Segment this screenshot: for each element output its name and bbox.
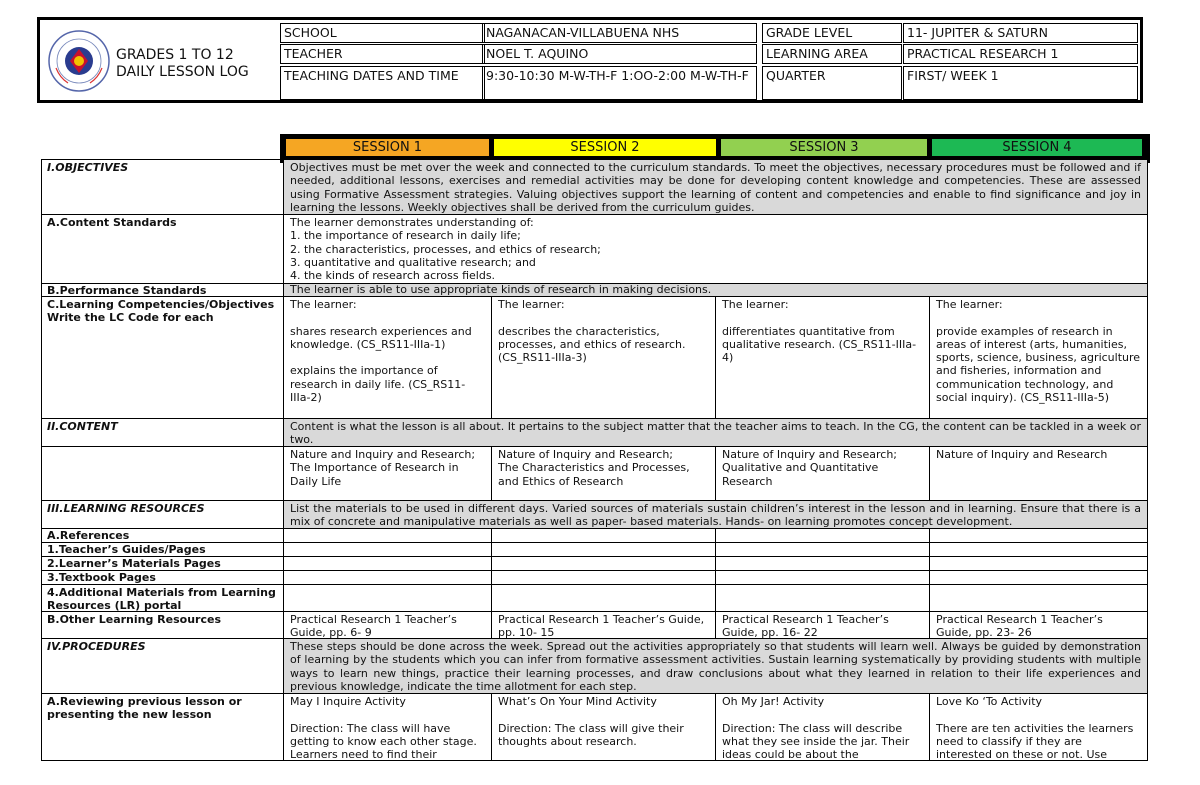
session-3-cell: Oh My Jar! Activity Direction: The class will describe what they see inside the jar. Their ideas could be about the [716,694,930,760]
objectives-description: Objectives must be met over the week and connected to the curriculum standards. To meet the objectives, necessary procedures must be followed and if needed, additional lessons, exercises and remedial activities may be done for developing content knowledge and competencies. These are assessed using Formative Assessment strategies. Valuing objectives support the learning of content and competencies and enable to find significance and joy in learning the lessons. Weekly objectives shall be derived from the curriculum guides. [284,160,1148,214]
teaching-dates-label: TEACHING DATES AND TIME [280,66,485,100]
teaching-dates-value: 9:30-10:30 M-W-TH-F 1:OO-2:00 M-W-TH-F [482,66,757,100]
row-label: C.Learning Competencies/Objectives Write the LC Code for each [41,297,284,418]
learning-area-label: LEARNING AREA [762,44,902,64]
row-label: 4.Additional Materials from Learning Resources (LR) portal [41,585,284,611]
row-label: B.Performance Standards [41,284,284,296]
teacher-label: TEACHER [280,44,485,64]
row-label-empty [41,447,284,500]
learning-area-value: PRACTICAL RESEARCH 1 [903,44,1138,64]
content-standards-text: The learner demonstrates understanding of: 1. the importance of research in daily life; 2. the characteristics, processes, and ethics of research; 3. quantitative and qualitative research; and 4. the kinds of research across fields. [284,215,1148,283]
grade-level-label: GRADE LEVEL [762,23,902,43]
row-label: I.OBJECTIVES [41,160,284,214]
row-label: IV.PROCEDURES [41,639,284,693]
table-row-textbook [41,571,1148,585]
header-box [37,17,1143,103]
school-value: NAGANACAN-VILLABUENA NHS [482,23,757,43]
session-2-cell: What’s On Your Mind Activity Direction: The class will give their thoughts about research. [492,694,716,760]
table-row-teachers-guide [41,543,1148,557]
performance-standards-text: The learner is able to use appropriate kinds of research in making decisions. [284,284,1148,296]
session-4-cell: Love Ko ‘To Activity There are ten activities the learners need to classify if they are interested on these or not. Use [930,694,1148,760]
session-4-cell: Nature of Inquiry and Research [930,447,1148,500]
table-row-procedures [41,639,1148,694]
grade-level-value: 11- JUPITER & SATURN [903,23,1138,43]
table-row-competencies [41,297,1148,419]
session-3-cell: The learner: differentiates quantitative from qualitative research. (CS_RS11-IIIa-4) [716,297,930,418]
table-row-content-standards [41,215,1148,284]
row-label: 1.Teacher’s Guides/Pages [41,543,284,556]
row-label: II.CONTENT [41,419,284,446]
session-2-header: SESSION 2 [494,139,716,156]
row-label: 3.Textbook Pages [41,571,284,584]
session-3-cell: Nature of Inquiry and Research; Qualitative and Quantitative Research [716,447,930,500]
session-4-cell: Practical Research 1 Teacher’s Guide, pp. 23- 26 [930,612,1148,638]
session-1-cell: Nature and Inquiry and Research; The Importance of Research in Daily Life [284,447,492,500]
school-label: SCHOOL [280,23,485,43]
session-4-header: SESSION 4 [932,139,1142,156]
session-1-header: SESSION 1 [286,139,489,156]
table-row-performance-standards [41,284,1148,297]
log-title: GRADES 1 TO 12 DAILY LESSON LOG [116,47,249,80]
teacher-value: NOEL T. AQUINO [482,44,757,64]
table-row-reviewing [41,694,1148,761]
content-description: Content is what the lesson is all about. It pertains to the subject matter that the teacher aims to teach. In the CG, the content can be tackled in a week or two. [284,419,1148,446]
session-2-cell: Practical Research 1 Teacher’s Guide, pp. 10- 15 [492,612,716,638]
session-3-header: SESSION 3 [721,139,927,156]
session-3-cell: Practical Research 1 Teacher’s Guide, pp. 16- 22 [716,612,930,638]
session-1-cell: Practical Research 1 Teacher’s Guide, pp. 6- 9 [284,612,492,638]
table-row-learning-resources [41,501,1148,529]
table-row-content-topics [41,447,1148,501]
deped-seal-icon [46,28,112,94]
procedures-description: These steps should be done across the week. Spread out the activities appropriately so that students will learn well. Always be guided by demonstration of learning by the students which you can infer from formative assessment activities. Sustain learning systematically by providing students with multiple ways to learn new things, practice their learning processes, and draw conclusions about what they learned in relation to their life experiences and previous knowledge, indicate the time allotment for each step. [284,639,1148,693]
quarter-label: QUARTER [762,66,902,100]
table-row-learners-materials [41,557,1148,571]
resources-description: List the materials to be used in different days. Varied sources of materials sustain children’s interest in the lesson and in learning. Ensure that there is a mix of concrete and manipulative materials as well as paper- based materials. Hands- on learning promotes concept development. [284,501,1148,528]
session-1-cell: May I Inquire Activity Direction: The class will have getting to know each other stage. Learners need to find their [284,694,492,760]
table-row-objectives [41,159,1148,215]
quarter-value: FIRST/ WEEK 1 [903,66,1138,100]
row-label: III.LEARNING RESOURCES [41,501,284,528]
row-label: A.Reviewing previous lesson or presenting the new lesson [41,694,284,760]
table-row-other-resources [41,612,1148,639]
session-4-cell: The learner: provide examples of research in areas of interest (arts, humanities, sports, science, business, agriculture and fisheries, information and communication technology, and social inquiry). (CS_RS11-IIIa-5) [930,297,1148,418]
row-label: A.References [41,529,284,542]
session-2-cell: Nature of Inquiry and Research; The Characteristics and Processes, and Ethics of Research [492,447,716,500]
row-label: A.Content Standards [41,215,284,283]
row-label: B.Other Learning Resources [41,612,284,638]
session-1-cell: The learner: shares research experiences and knowledge. (CS_RS11-IIIa-1) explains the importance of research in daily life. (CS_RS11-IIIa-2) [284,297,492,418]
table-row-additional-materials [41,585,1148,612]
row-label: 2.Learner’s Materials Pages [41,557,284,570]
table-row-references [41,529,1148,543]
session-2-cell: The learner: describes the characteristics, processes, and ethics of research. (CS_RS11-IIIa-3) [492,297,716,418]
table-row-content [41,419,1148,447]
